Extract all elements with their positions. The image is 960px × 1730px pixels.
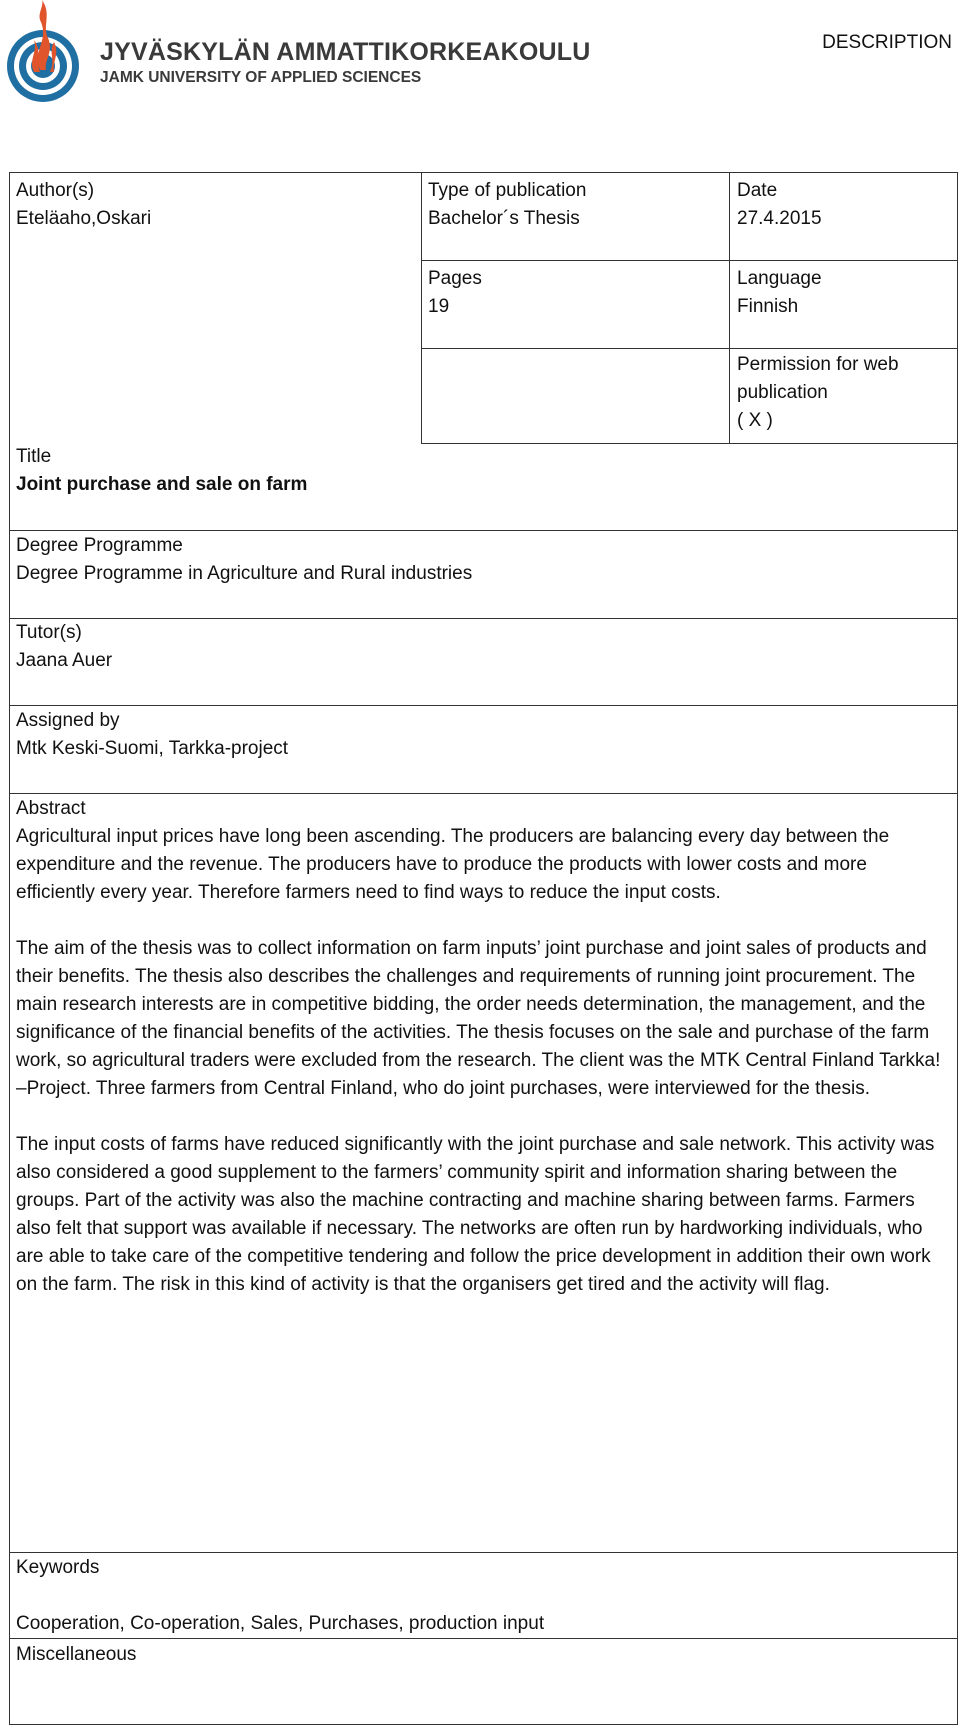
- document-type-label: DESCRIPTION: [822, 32, 952, 53]
- thesis-title: Joint purchase and sale on farm: [16, 474, 308, 495]
- tutor-cell: [16, 619, 112, 675]
- title-cell: [16, 443, 307, 499]
- tutor-label: Tutor(s): [16, 622, 82, 643]
- permission-cell: [737, 351, 899, 435]
- date-value: 27.4.2015: [737, 208, 822, 229]
- author-label: Author(s): [16, 180, 95, 201]
- divider: [10, 705, 958, 706]
- divider: [421, 173, 422, 443]
- divider: [10, 1638, 958, 1639]
- permission-value: ( X ): [737, 410, 773, 431]
- degree-value: Degree Programme in Agriculture and Rural industries: [16, 563, 473, 584]
- assigned-by-cell: [16, 707, 288, 763]
- divider: [10, 530, 958, 531]
- pages-label: Pages: [428, 268, 482, 289]
- divider: [421, 348, 958, 349]
- miscellaneous-label: Miscellaneous: [16, 1644, 137, 1665]
- institution-name-block: [100, 38, 591, 87]
- degree-label: Degree Programme: [16, 535, 183, 556]
- pages-value: 19: [428, 296, 450, 317]
- language-cell: [737, 265, 822, 321]
- divider: [421, 443, 958, 444]
- abstract-label: Abstract: [16, 798, 86, 819]
- publication-type-label: Type of publication: [428, 180, 587, 201]
- language-label: Language: [737, 268, 822, 289]
- assigned-by-value: Mtk Keski-Suomi, Tarkka-project: [16, 738, 289, 759]
- publication-type-cell: [428, 177, 586, 233]
- abstract-body: [16, 823, 951, 1327]
- page-header: [0, 0, 960, 120]
- degree-cell: [16, 532, 472, 588]
- publication-type-value: Bachelor´s Thesis: [428, 208, 580, 229]
- divider: [10, 793, 958, 794]
- date-cell: [737, 177, 822, 233]
- divider: [421, 260, 958, 261]
- divider: [729, 173, 730, 443]
- institution-name: JYVÄSKYLÄN AMMATTIKORKEAKOULU: [100, 38, 591, 66]
- institution-subtitle: JAMK UNIVERSITY OF APPLIED SCIENCES: [100, 69, 422, 86]
- divider: [10, 1552, 958, 1553]
- abstract-paragraph: The aim of the thesis was to collect information on farm inputs’ joint purchase and joint sales of products and their benefits. The thesis also describes the challenges and requirements of running joint procurement. The main research interests are in competitive bidding, the order needs determination, the management, and the significance of the financial benefits of the activities. The thesis focuses on the sale and purchase of the farm work, so agricultural traders were excluded from the research. The client was the MTK Central Finland Tarkka! –Project. Three farmers from Central Finland, who do joint purchases, were interviewed for the thesis.: [16, 938, 941, 1099]
- keywords-label: Keywords: [16, 1557, 100, 1578]
- keywords-value: Cooperation, Co-operation, Sales, Purchases, production input: [16, 1613, 545, 1634]
- description-form: [9, 172, 958, 1725]
- pages-cell: [428, 265, 482, 321]
- assigned-by-label: Assigned by: [16, 710, 120, 731]
- author-value: Eteläaho,Oskari: [16, 208, 152, 229]
- permission-label-line2: publication: [737, 382, 828, 403]
- date-label: Date: [737, 180, 778, 201]
- title-label: Title: [16, 446, 52, 467]
- divider: [10, 618, 958, 619]
- tutor-value: Jaana Auer: [16, 650, 113, 671]
- abstract-paragraph: The input costs of farms have reduced significantly with the joint purchase and sale network. This activity was also considered a good supplement to the farmers’ community spirit and information sharing between the groups. Part of the activity was also the machine contracting and machine sharing between farms. Farmers also felt that support was available if necessary. The networks are often run by hardworking individuals, who are able to take care of the competitive tendering and follow the price development in addition their own work on the farm. The risk in this kind of activity is that the organisers get tired and the activity will flag.: [16, 1134, 935, 1295]
- language-value: Finnish: [737, 296, 799, 317]
- author-cell: [16, 177, 151, 233]
- permission-label-line1: Permission for web: [737, 354, 899, 375]
- jamk-logo-icon: [4, 0, 82, 106]
- abstract-paragraph: Agricultural input prices have long been ascending. The producers are balancing every day between the expenditure and the revenue. The producers have to produce the products with lower costs and more efficiently every year. Therefore farmers need to find ways to reduce the input costs.: [16, 826, 890, 903]
